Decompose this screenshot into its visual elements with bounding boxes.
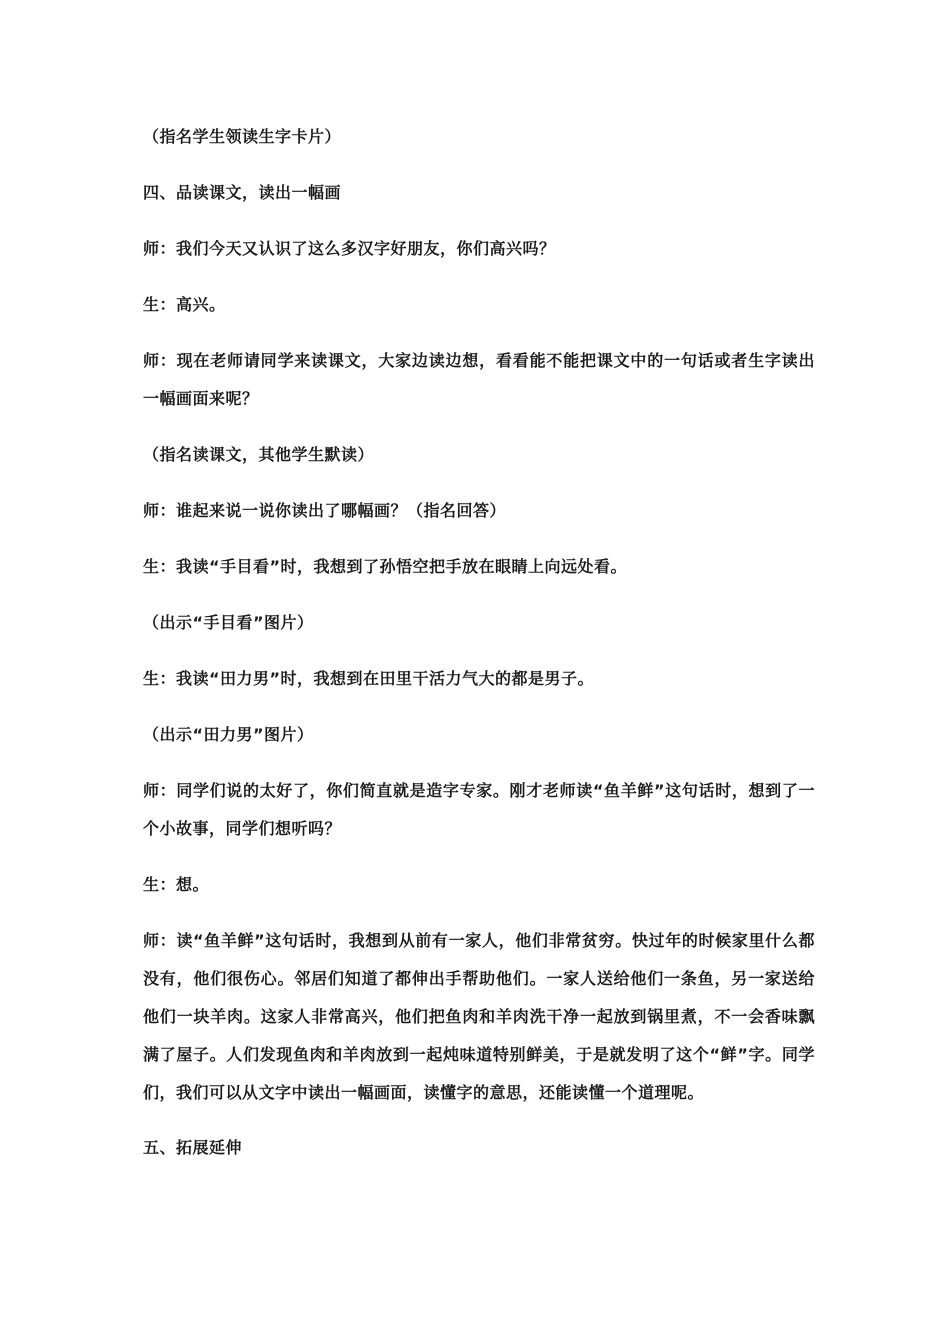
paragraph-show-shou-mu-kan: （出示“手目看”图片） [143,613,314,632]
paragraph-teacher-happy: 师：我们今天又认识了这么多汉字好朋友，你们高兴吗？ [143,239,556,258]
paragraph-teacher-story-intro: 师：同学们说的太好了，你们简直就是造字专家。刚才老师读“鱼羊鲜”这句话时，想到了一个小故事，同学们想听吗？ [143,781,815,838]
paragraph-student-shou-mu-kan: 生：我读“手目看”时，我想到了孙悟空把手放在眼睛上向远处看。 [143,557,628,576]
paragraph-student-happy: 生：高兴。 [143,295,226,314]
paragraph-student-tian-li-nan: 生：我读“田力男”时，我想到在田里干活力气大的都是男子。 [143,669,595,688]
paragraph-teacher-read-text: 师：现在老师请同学来读课文，大家边读边想，看看能不能把课文中的一句话或者生字读出一幅画面来呢？ [143,351,815,408]
paragraph-show-tian-li-nan: （出示“田力男”图片） [143,725,314,744]
section-heading-five: 五、拓展延伸 [143,1138,243,1157]
paragraph-instruction-read-cards: （指名学生领读生字卡片） [143,127,342,146]
paragraph-student-want: 生：想。 [143,875,210,894]
section-heading-four: 四、品读课文，读出一幅画 [143,183,342,202]
paragraph-teacher-story: 师：读“鱼羊鲜”这句话时，我想到从前有一家人，他们非常贫穷。快过年的时候家里什么都没有，他们很伤心。邻居们知道了都伸出手帮助他们。一家人送给他们一条鱼，另一家送给他们一块羊肉。这家人非常高兴，他们把鱼肉和羊肉洗干净一起放到锅里煮，不一会香味飘满了屋子。人们发现鱼肉和羊肉放到一起炖味道特别鲜美，于是就发明了这个“鲜”字。同学们，我们可以从文字中读出一幅画面，读懂字的意思，还能读懂一个道理呢。 [143,931,815,1102]
paragraph-teacher-which-picture: 师：谁起来说一说你读出了哪幅画？（指名回答） [143,501,507,520]
paragraph-instruction-read-text: （指名读课文，其他学生默读） [143,445,375,464]
